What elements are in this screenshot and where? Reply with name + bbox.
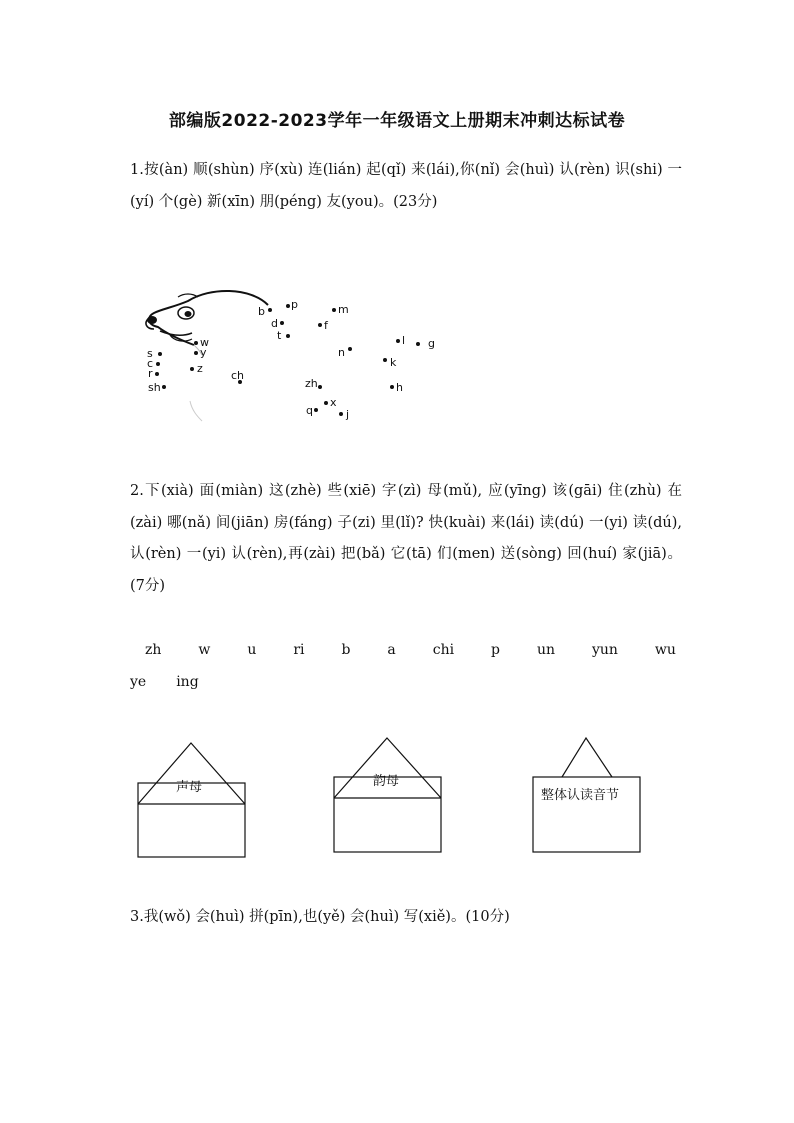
dot-label-h: h — [396, 381, 403, 394]
dot-label-k: k — [390, 356, 397, 369]
pinyin-item: wu — [654, 642, 676, 658]
dot-label-d: d — [271, 317, 278, 330]
dot-label-z: z — [197, 362, 203, 375]
pinyin-item: yun — [592, 642, 618, 658]
pinyin-item: ri — [293, 642, 305, 658]
dot-label-q: q — [306, 404, 313, 417]
seal-outline-drawing — [140, 283, 450, 428]
dot-label-m: m — [338, 303, 349, 316]
house-outline — [137, 742, 247, 858]
pinyin-item: u — [247, 642, 257, 658]
pinyin-word-bank — [130, 634, 682, 698]
question-2-text: 2.下(xià) 面(miàn) 这(zhè) 些(xiē) 字(zì) 母(mǔ), 应(yīng) 该(gāi) 住(zhù) 在(zài) 哪(nǎ) 间(jiān) 房(fáng) 子(zi) 里(lǐ)? 快(kuài) 来(lái) 读(dú) 一(yi) 读(dú),认(rèn) 一(yi) 认(rèn),再(zài) 把(bǎ) 它(tā) 们(men) 送(sòng) 回(huí) 家(jiā)。(7分) — [130, 483, 682, 594]
dot-label-l: l — [402, 334, 406, 347]
pinyin-item: a — [387, 642, 396, 658]
dot-label-j: j — [346, 408, 350, 421]
house-finals[interactable] — [333, 737, 443, 853]
house-label-finals: 韵母 — [373, 774, 400, 789]
dot-label-p: p — [291, 298, 298, 311]
dot-label-zh: zh — [305, 377, 318, 390]
dot-label-c: c — [147, 357, 154, 370]
house-outline — [333, 737, 443, 853]
dot-label-n: n — [338, 346, 345, 359]
question-3-text: 3.我(wǒ) 会(huì) 拼(pīn),也(yě) 会(huì) 写(xiě)。(10分) — [130, 909, 510, 925]
dot-markers — [155, 304, 420, 416]
pinyin-item: zh — [145, 642, 162, 658]
house-label-whole-syllables: 整体认读音节 — [541, 788, 620, 803]
dot-label-ch: ch — [231, 369, 245, 382]
house-whole-syllables[interactable] — [532, 737, 642, 853]
pinyin-item: p — [491, 642, 501, 658]
dot-label-y: y — [200, 346, 207, 359]
house-initials[interactable] — [137, 742, 247, 858]
dot-label-b: b — [258, 305, 265, 318]
dot-label-w: w — [200, 336, 209, 349]
pinyin-item: w — [198, 642, 211, 658]
pinyin-item: ing — [176, 674, 199, 690]
house-label-initials: 声母 — [176, 780, 203, 795]
pinyin-item: ye — [130, 674, 147, 690]
dot-label-f: f — [324, 319, 328, 332]
dot-label-x: x — [330, 396, 337, 409]
pinyin-item: b — [341, 642, 351, 658]
dot-label-r: r — [148, 367, 153, 380]
pinyin-item: un — [536, 642, 556, 658]
dot-label-t: t — [277, 329, 282, 342]
page-title: 部编版2022-2023学年一年级语文上册期末冲刺达标试卷 — [168, 111, 626, 131]
question-1-text: 1.按(àn) 顺(shùn) 序(xù) 连(lián) 起(qǐ) 来(lái),你(nǐ) 会(huì) 认(rèn) 识(shi) 一(yí) 个(gè) 新(xīn) 朋(péng) 友(you)。(23分) — [130, 162, 682, 210]
pinyin-item: chi — [432, 642, 455, 658]
dot-label-g: g — [428, 337, 435, 350]
dot-to-dot-seal-picture — [140, 283, 450, 428]
dot-label-sh: sh — [148, 381, 161, 394]
dot-label-s: s — [147, 347, 153, 360]
